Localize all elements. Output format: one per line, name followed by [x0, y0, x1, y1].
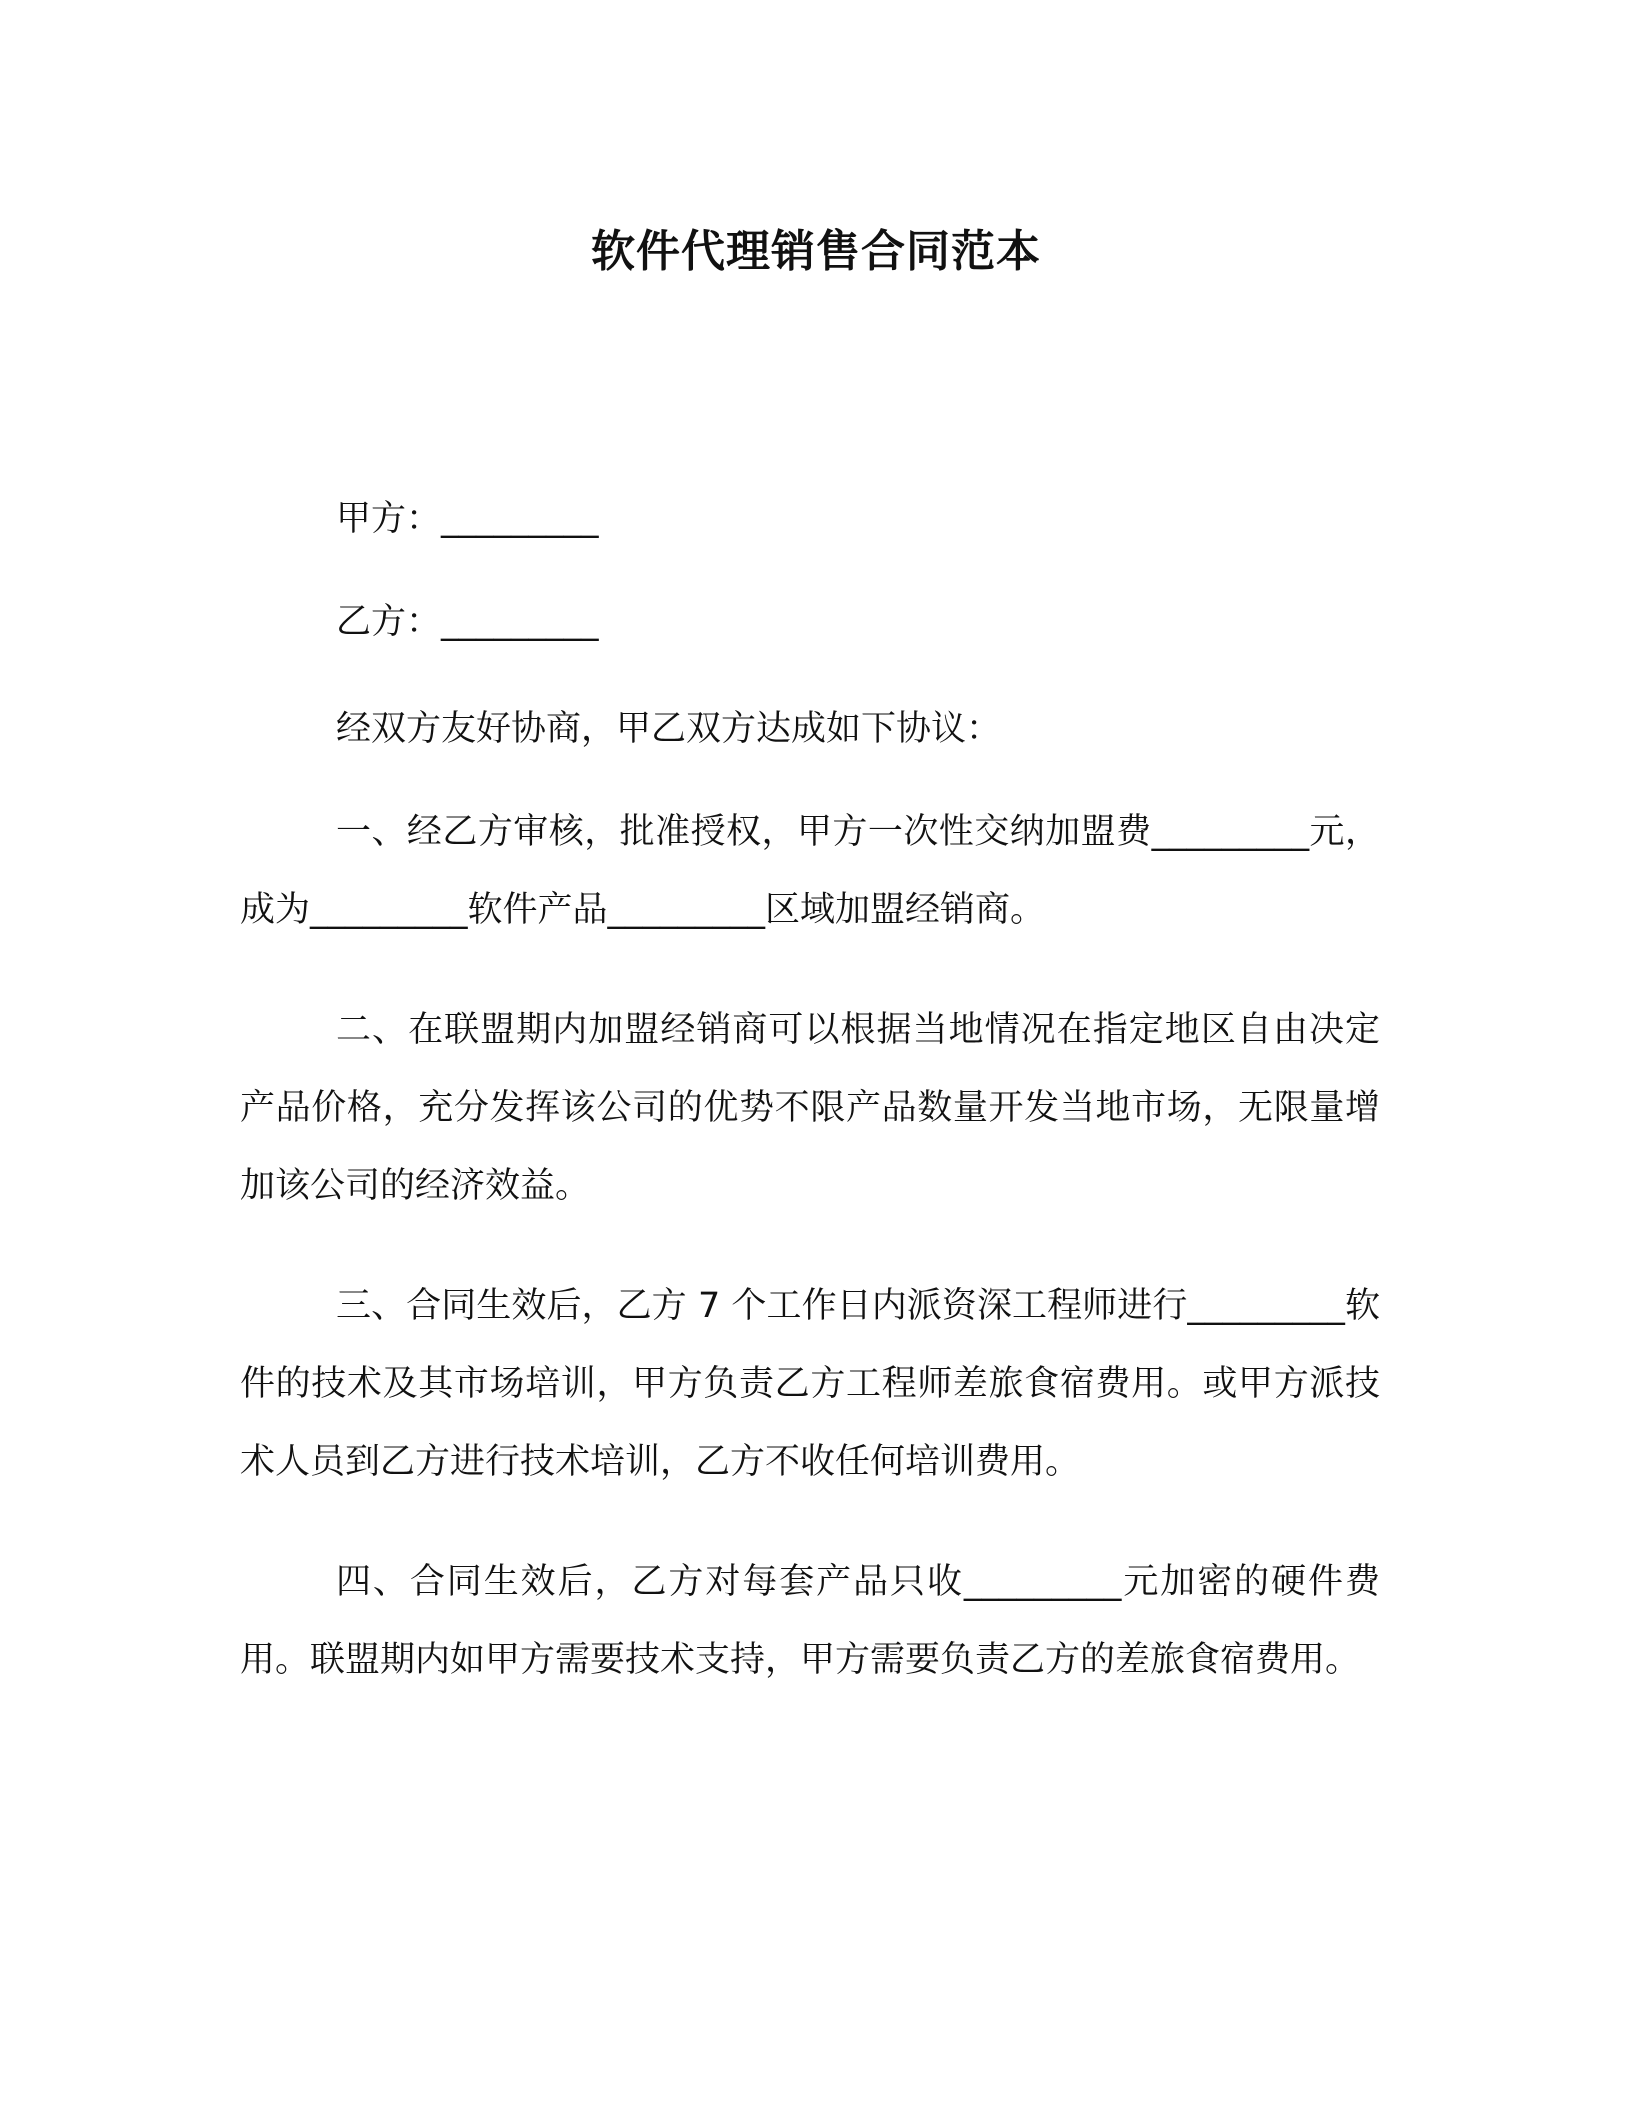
party-b-line: 乙方：_________	[336, 602, 599, 642]
clause-4: 四、合同生效后，乙方对每套产品只收_________元加密的硬件费用。联盟期内如甲方需要技术支持，甲方需要负责乙方的差旅食宿费用。	[240, 1562, 1380, 1680]
clause-2: 二、在联盟期内加盟经销商可以根据当地情况在指定地区自由决定产品价格，充分发挥该公司的优势不限产品数量开发当地市场，无限量增加该公司的经济效益。	[240, 1010, 1380, 1206]
intro-paragraph: 经双方友好协商，甲乙双方达成如下协议：	[336, 709, 1002, 749]
party-a-line: 甲方：_________	[336, 499, 599, 539]
clause-3: 三、合同生效后，乙方 7 个工作日内派资深工程师进行_________软件的技术及其市场培训，甲方负责乙方工程师差旅食宿费用。或甲方派技术人员到乙方进行技术培训，乙方不收任何培训费用。	[240, 1286, 1380, 1482]
document-body	[240, 490, 1380, 1699]
document-title: 软件代理销售合同范本	[591, 226, 1041, 277]
clause-1: 一、经乙方审核，批准授权，甲方一次性交纳加盟费_________元，成为_________软件产品_________区域加盟经销商。	[240, 812, 1380, 930]
